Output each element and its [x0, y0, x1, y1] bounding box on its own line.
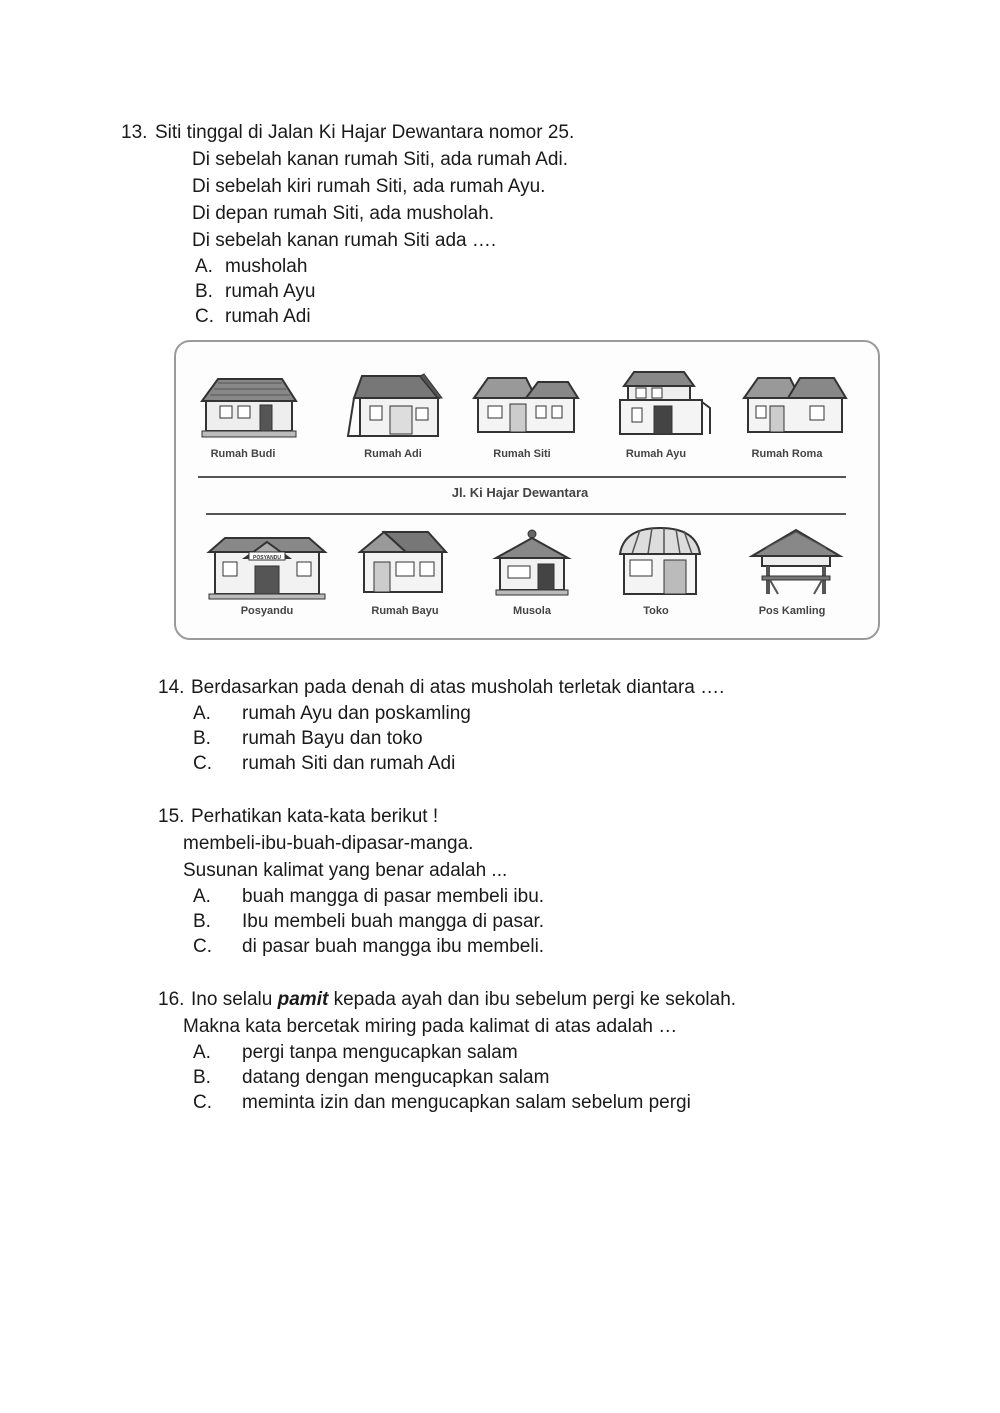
map-label-rumah-siti: Rumah Siti: [493, 448, 551, 460]
toko-illustration: [614, 524, 706, 600]
musola-illustration: [490, 528, 574, 598]
house-ayu-illustration: [610, 368, 714, 440]
map-label-rumah-bayu: Rumah Bayu: [371, 605, 439, 617]
question-line: membeli-ibu-buah-dipasar-manga.: [183, 833, 474, 854]
option-letter: C.: [193, 936, 212, 957]
question-number: 16.: [158, 989, 185, 1010]
map-label-rumah-roma: Rumah Roma: [751, 448, 823, 460]
option-text[interactable]: pergi tanpa mengucapkan salam: [242, 1042, 518, 1063]
option-letter: A.: [195, 256, 213, 277]
stem-emphasis-word: pamit: [277, 989, 329, 1010]
option-letter: B.: [195, 281, 213, 302]
posyandu-illustration: [205, 532, 329, 602]
option-letter: A.: [193, 703, 211, 724]
map-label-posyandu: Posyandu: [240, 605, 294, 617]
question-line: Di sebelah kiri rumah Siti, ada rumah Ayu.: [192, 176, 546, 197]
option-letter: A.: [193, 886, 211, 907]
option-letter: C.: [193, 1092, 212, 1113]
option-letter: A.: [193, 1042, 211, 1063]
stem-before: Ino selalu: [191, 989, 278, 1010]
house-budi-illustration: [198, 373, 302, 443]
road-name: Jl. Ki Hajar Dewantara: [451, 485, 589, 500]
house-siti-illustration: [470, 374, 580, 440]
option-letter: C.: [195, 306, 214, 327]
option-letter: B.: [193, 911, 211, 932]
question-stem: [191, 989, 736, 1011]
option-letter: C.: [193, 753, 212, 774]
option-text[interactable]: meminta izin dan mengucapkan salam sebelum pergi: [242, 1092, 691, 1113]
question-stem: Berdasarkan pada denah di atas musholah terletak diantara ….: [191, 677, 725, 698]
option-text[interactable]: rumah Ayu dan poskamling: [242, 703, 471, 724]
option-text[interactable]: Ibu membeli buah mangga di pasar.: [242, 911, 545, 932]
map-label-pos-kamling: Pos Kamling: [758, 605, 826, 617]
question-line: Susunan kalimat yang benar adalah ...: [183, 860, 508, 881]
option-text[interactable]: datang dengan mengucapkan salam: [242, 1067, 550, 1088]
map-label-musola: Musola: [513, 605, 551, 617]
house-roma-illustration: [740, 374, 850, 440]
question-line: Siti tinggal di Jalan Ki Hajar Dewantara nomor 25.: [155, 122, 575, 143]
map-label-rumah-ayu: Rumah Ayu: [625, 448, 687, 460]
question-line: Di sebelah kanan rumah Siti, ada rumah Adi.: [192, 149, 568, 170]
question-number: 14.: [158, 677, 185, 698]
option-letter: B.: [193, 728, 211, 749]
option-text[interactable]: di pasar buah mangga ibu membeli.: [242, 936, 545, 957]
option-text[interactable]: rumah Ayu: [225, 281, 316, 302]
option-text[interactable]: buah mangga di pasar membeli ibu.: [242, 886, 545, 907]
road-edge-bottom: [206, 513, 846, 515]
question-number: 13.: [121, 122, 148, 143]
question-line: Makna kata bercetak miring pada kalimat di atas adalah …: [183, 1016, 678, 1037]
question-line: Di sebelah kanan rumah Siti ada ….: [192, 230, 497, 251]
pos-kamling-illustration: [748, 526, 844, 598]
map-label-toko: Toko: [643, 605, 669, 617]
posyandu-sign-text: POSYANDU: [253, 555, 281, 561]
house-adi-illustration: [344, 368, 448, 442]
option-text[interactable]: rumah Adi: [225, 306, 311, 327]
question-line: Perhatikan kata-kata berikut !: [191, 806, 439, 827]
question-line: Di depan rumah Siti, ada musholah.: [192, 203, 495, 224]
question-number: 15.: [158, 806, 185, 827]
option-text[interactable]: musholah: [225, 256, 308, 277]
option-text[interactable]: rumah Siti dan rumah Adi: [242, 753, 456, 774]
option-letter: B.: [193, 1067, 211, 1088]
house-bayu-illustration: [356, 528, 450, 600]
road-edge-top: [198, 476, 846, 478]
option-text[interactable]: rumah Bayu dan toko: [242, 728, 423, 749]
stem-after: kepada ayah dan ibu sebelum pergi ke sekolah.: [328, 989, 737, 1010]
map-label-rumah-budi: Rumah Budi: [210, 448, 276, 460]
map-label-rumah-adi: Rumah Adi: [364, 448, 422, 460]
